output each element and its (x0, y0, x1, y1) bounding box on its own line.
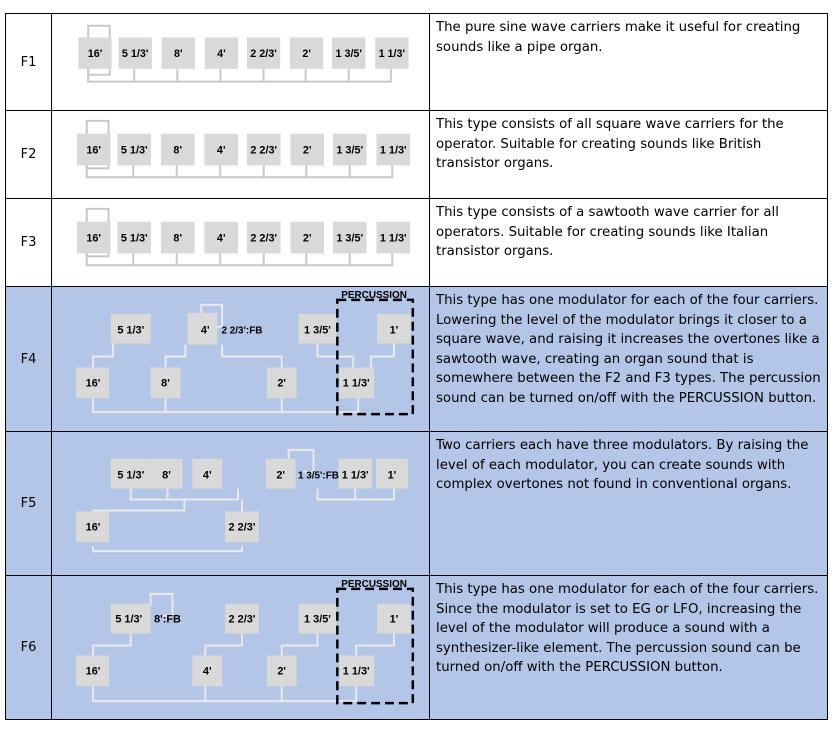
row-label: F3 (6, 199, 52, 286)
footage-label: 2' (302, 48, 311, 61)
table-row (5, 287, 828, 432)
row-label: F6 (6, 576, 52, 719)
footage-label: 5 1/3' (120, 144, 148, 157)
footage-label: 4' (216, 144, 226, 157)
footage-label: 4' (200, 324, 210, 337)
footage-label: 2' (277, 377, 287, 390)
footage-label: 1 1/3' (379, 144, 407, 157)
footage-label: 16' (85, 521, 101, 534)
row-description: This type consists of a sawtooth wave carrier for all operators. Suitable for creating sounds like Italian transistor organs. (436, 205, 779, 259)
row-label: F1 (6, 14, 52, 110)
footage-label: 1 3/5' (304, 613, 331, 626)
algorithm-diagram (52, 14, 430, 110)
row-description: Two carriers each have three modulators. By raising the level of each modulator, you can create sounds with complex overtones not found in conventional organs. (436, 438, 809, 492)
feedback-label: 2 2/3':FB (221, 325, 263, 337)
diagram-f1 (52, 14, 429, 110)
footage-label: 4' (202, 665, 212, 678)
footage-label: 1 1/3' (379, 232, 407, 245)
feedback-label: 1 3/5':FB (297, 470, 339, 482)
table-row (5, 576, 828, 720)
algorithm-diagram (52, 111, 430, 198)
diagram-f4 (52, 287, 429, 431)
footage-label: 8' (162, 469, 171, 482)
footage-label: 5 1/3' (117, 469, 145, 482)
footage-label: 5 1/3' (120, 232, 148, 245)
footage-label: 1 1/3' (341, 469, 369, 482)
footage-label: 2' (302, 232, 312, 245)
algorithm-diagram (52, 287, 430, 431)
footage-label: 2' (302, 144, 312, 157)
footage-label: 1 1/3' (378, 48, 406, 61)
feedback-label: 8':FB (154, 613, 181, 626)
footage-label: 4' (217, 48, 226, 61)
row-description: The pure sine wave carriers make it useful for creating sounds like a pipe organ. (436, 20, 801, 55)
footage-label: 2 2/3' (250, 48, 277, 61)
diagram-f2 (52, 111, 429, 198)
row-description: This type has one modulator for each of the four carriers. Since the modulator is set to EG or LFO, increasing the level of the modulator will produce a sound with a synthesizer-like element. The percussion sound can be turned on/off with the PERCUSSION button. (436, 582, 819, 675)
footage-label: 16' (86, 144, 102, 157)
footage-label: 1 1/3' (342, 377, 370, 390)
footage-label: 1 1/3' (342, 665, 370, 678)
footage-label: 1 3/5' (336, 232, 364, 245)
footage-label: 4' (202, 469, 212, 482)
percussion-label: PERCUSSION (341, 289, 407, 301)
footage-label: 16' (85, 377, 101, 390)
footage-label: 1' (389, 324, 399, 337)
row-label: F2 (6, 111, 52, 198)
footage-label: 1 3/5' (336, 144, 364, 157)
footage-label: 8' (173, 144, 183, 157)
footage-label: 5 1/3' (117, 324, 145, 337)
footage-label: 8' (174, 48, 183, 61)
footage-label: 2' (277, 665, 287, 678)
footage-label: 2 2/3' (228, 613, 256, 626)
algorithm-diagram (52, 199, 430, 286)
diagram-f6 (52, 576, 429, 719)
footage-label: 16' (87, 48, 103, 61)
percussion-label: PERCUSSION (341, 578, 407, 590)
footage-label: 5 1/3' (115, 613, 143, 626)
table-row (5, 199, 828, 287)
footage-label: 16' (86, 232, 102, 245)
table-row (5, 13, 828, 111)
footage-label: 1 3/5' (335, 48, 363, 61)
footage-label: 1' (387, 469, 397, 482)
footage-label: 2' (276, 469, 286, 482)
footage-label: 1 3/5' (304, 324, 331, 337)
row-label: F5 (6, 432, 52, 575)
table-row (5, 432, 828, 576)
diagram-f5 (52, 432, 429, 575)
row-label: F4 (6, 287, 52, 431)
footage-label: 2 2/3' (250, 232, 278, 245)
row-description: This type consists of all square wave carriers for the operator. Suitable for creating sounds like British transistor organs. (436, 117, 784, 171)
table-row (5, 111, 828, 199)
footage-label: 4' (216, 232, 226, 245)
algorithm-diagram (52, 576, 430, 719)
footage-label: 8' (173, 232, 183, 245)
footage-label: 2 2/3' (250, 144, 278, 157)
row-description: This type has one modulator for each of the four carriers. Lowering the level of the modulator brings it closer to a square wave, and raising it increases the overtones like a sawtooth wave, creating an organ sound that is somewhere between the F2 and F3 types. The percussion sound can be turned on/off with the PERCUSSION button. (436, 293, 821, 406)
footage-label: 5 1/3' (121, 48, 149, 61)
footage-label: 2 2/3' (228, 521, 256, 534)
diagram-f3 (52, 199, 429, 286)
algorithm-diagram (52, 432, 430, 575)
footage-label: 1' (389, 613, 399, 626)
footage-label: 16' (85, 665, 101, 678)
footage-label: 8' (161, 377, 170, 390)
